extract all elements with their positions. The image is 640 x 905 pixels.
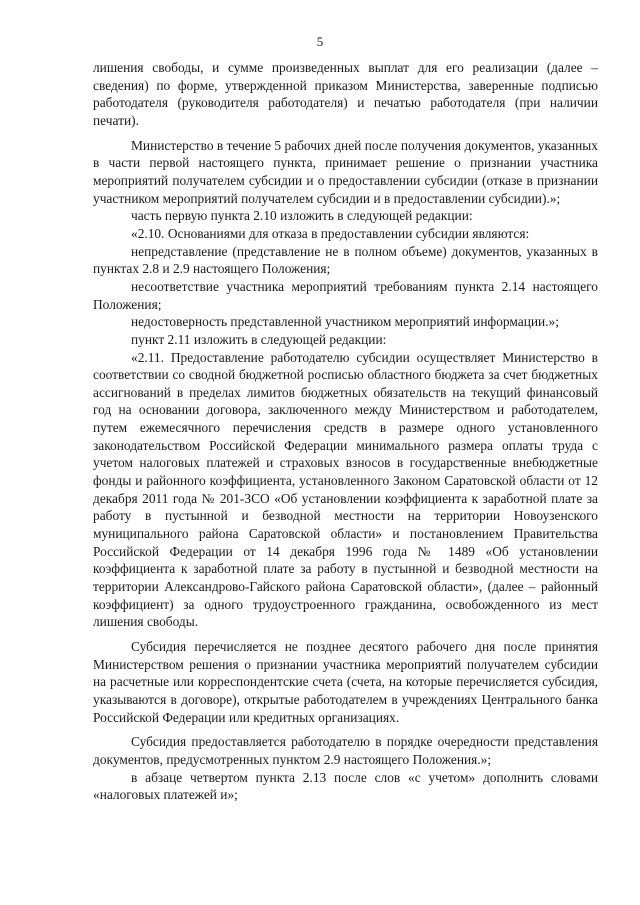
paragraph-2-10-heading: «2.10. Основаниями для отказа в предоставлении субсидии являются: <box>131 225 530 241</box>
paragraph-continuation: лишения свободы, и сумме произведенных выплат для его реализации (далее – сведения) по форме, утвержденной приказом Министерства, заверенные подписью работодателя (руководителя работодателя) и печатью работодателя (при наличии печати). <box>93 60 598 128</box>
paragraph-refusal-reason-1: непредставление (представление не в полном объеме) документов, указанных в пунктах 2.8 и 2.9 настоящего Положения; <box>93 243 598 277</box>
paragraph-amend-2-10: часть первую пункта 2.10 изложить в следующей редакции: <box>131 208 473 224</box>
document-body <box>93 59 598 804</box>
paragraph-refusal-reason-3: недостоверность представленной участником мероприятий информации.»; <box>131 314 559 330</box>
paragraph-subsidy-transfer: Субсидия перечисляется не позднее десятого рабочего дня после принятия Министерством решения о признании участника мероприятий получателем субсидии на расчетные или корреспондентские счета (счета, на которые перечисляется субсидия, указываются в договоре), открытые работодателем в учреждениях Центрального банка Российской Федерации или кредитных организациях. <box>93 639 598 725</box>
paragraph-amend-2-11: пункт 2.11 изложить в следующей редакции: <box>131 331 387 347</box>
paragraph-amend-2-13: в абзаце четвертом пункта 2.13 после слов «с учетом» дополнить словами «налоговых платежей и»; <box>93 769 598 803</box>
paragraph-ministry-decision: Министерство в течение 5 рабочих дней после получения документов, указанных в части первой настоящего пункта, принимает решение о признании участника мероприятий получателем субсидии и о предоставлении субсидии (отказе в признании участником мероприятий получателем субсидии и в предоставлении субсидии).»; <box>93 137 598 206</box>
paragraph-refusal-reason-2: несоответствие участника мероприятий требованиям пункта 2.14 настоящего Положения; <box>93 278 598 312</box>
paragraph-2-11-text: «2.11. Предоставление работодателю субсидии осуществляет Министерство в соответствии со сводной бюджетной росписью областного бюджета за счет бюджетных ассигнований в пределах лимитов бюджетных обязательств на текущий финансовый год на основании договора, заключенного между Министерством и работодателем, путем ежемесячного перечисления средств в размере одного установленного законодательством Российской Федерации минимального размера оплаты труда с учетом налоговых платежей и страховых взносов в государственные внебюджетные фонды и районного коэффициента, установленного Законом Саратовской области от 12 декабря 2011 года № 201-ЗСО «Об установлении коэффициента к заработной плате за работу в пустынной и безводной местности на территории Новоузенского муниципального района Саратовской области» и постановлением Правительства Российской Федерации от 14 декабря 1996 года № 1489 «Об установлении коэффициента к заработной плате за работу в пустынной и безводной местности на территории Александрово-Гайского района Саратовской области», (далее – районный коэффициент) за одного трудоустроенного гражданина, освобожденного из мест лишения свободы. <box>93 349 598 630</box>
paragraph-subsidy-order: Субсидия предоставляется работодателю в порядке очередности представления документов, предусмотренных пунктом 2.9 настоящего Положения.»; <box>93 734 598 767</box>
page-number: 5 <box>316 34 324 49</box>
